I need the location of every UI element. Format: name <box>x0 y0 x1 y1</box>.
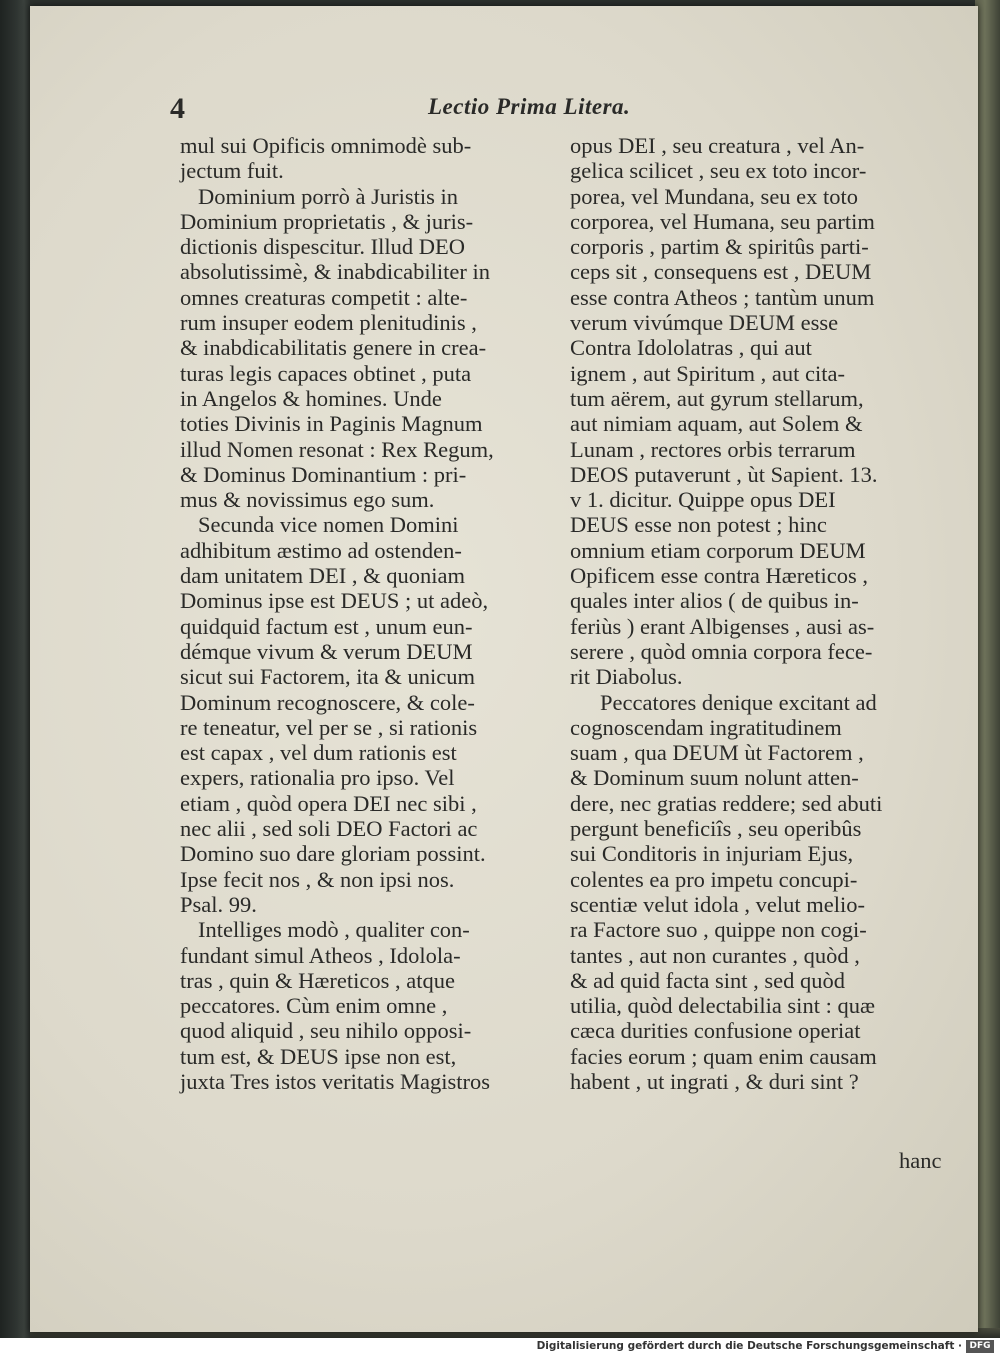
text-line: tras , quin & Hæreticos , atque <box>180 967 455 993</box>
right-column <box>570 133 950 1094</box>
text-line: utilia, quòd delectabilia sint : quæ <box>570 993 875 1019</box>
text-line: corporea, vel Humana, seu partim <box>570 208 875 234</box>
text-line: Secunda vice nomen Domini <box>198 512 459 538</box>
text-line: adhibitum æstimo ad ostenden- <box>180 537 462 563</box>
text-line: & Dominum suum nolunt atten- <box>570 765 859 791</box>
text-line: peccatores. Cùm enim omne , <box>180 993 448 1019</box>
text-line: corporis , partim & spiritûs parti- <box>570 234 869 260</box>
footer-credit: Digitalisierung gefördert durch die Deutsche Forschungsgemeinschaft · <box>536 1340 962 1352</box>
text-line: nec alii , sed soli DEO Factori ac <box>180 816 478 842</box>
text-line: gelica scilicet , seu ex toto incor- <box>570 158 867 184</box>
text-line: v 1. dicitur. Quippe opus DEI <box>570 487 836 513</box>
text-line: Intelliges modò , qualiter con- <box>198 917 470 943</box>
text-line: & ad quid facta sint , sed quòd <box>570 967 845 993</box>
text-line: feriùs ) erant Albigenses , ausi as- <box>570 613 875 639</box>
text-line: colentes ea pro impetu concupi- <box>570 866 858 892</box>
left-column <box>180 133 552 1094</box>
text-line: DEUS esse non potest ; hinc <box>570 512 827 538</box>
text-line: juxta Tres istos veritatis Magistros <box>180 1068 491 1094</box>
text-line: in Angelos & homines. Unde <box>180 385 442 411</box>
text-line: facies eorum ; quam enim causam <box>570 1043 877 1069</box>
text-line: Dominum recognoscere, & cole- <box>180 689 475 715</box>
text-line: Domino suo dare gloriam possint. <box>180 841 486 867</box>
text-line: tum aërem, aut gyrum stellarum, <box>570 385 864 411</box>
text-line: Ipse fecit nos , & non ipsi nos. <box>180 866 455 892</box>
text-line: porea, vel Mundana, seu ex toto <box>570 183 859 209</box>
text-line: quales inter alios ( de quibus in- <box>570 588 859 614</box>
text-line: aut nimiam aquam, aut Solem & <box>570 411 863 437</box>
text-line: cognoscendam ingratitudinem <box>570 714 842 740</box>
text-line: opus DEI , seu creatura , vel An- <box>570 133 865 158</box>
text-line: dictionis dispescitur. Illud DEO <box>180 234 465 260</box>
text-line: jectum fuit. <box>180 158 284 184</box>
text-line: & Dominus Dominantium : pri- <box>180 461 467 487</box>
text-line: dere, nec gratias reddere; sed abuti <box>570 790 883 816</box>
text-line: mul sui Opificis omnimodè sub- <box>180 133 472 158</box>
text-line: & inabdicabilitatis genere in crea- <box>180 335 487 361</box>
text-line: mus & novissimus ego sum. <box>180 487 435 513</box>
text-line: scentiæ velut idola , velut melio- <box>570 891 865 917</box>
text-line: turas legis capaces obtinet , puta <box>180 360 472 386</box>
text-line: omnes creaturas competit : alte- <box>180 284 468 310</box>
text-line: omnium etiam corporum DEUM <box>570 537 866 563</box>
text-line: toties Divinis in Paginis Magnum <box>180 411 483 437</box>
text-line: DEOS putaverunt , ùt Sapient. 13. <box>570 461 878 487</box>
text-line: pergunt beneficiîs , seu operibûs <box>570 816 862 842</box>
text-line: ignem , aut Spiritum , aut cita- <box>570 360 845 386</box>
text-line: sicut sui Factorem, ita & unicum <box>180 664 475 690</box>
text-line: fundant simul Atheos , Idolola- <box>180 942 461 968</box>
text-line: illud Nomen resonat : Rex Regum, <box>180 436 494 462</box>
text-line: Dominus ipse est DEUS ; ut adeò, <box>180 588 489 614</box>
text-line: suam , qua DEUM ùt Factorem , <box>570 740 864 766</box>
text-line: Peccatores denique excitant ad <box>600 689 877 715</box>
text-line: ceps sit , consequens est , DEUM <box>570 259 872 285</box>
text-line: tantes , aut non curantes , quòd , <box>570 942 860 968</box>
text-line: quidquid factum est , unum eun- <box>180 613 473 639</box>
dfg-logo: DFG <box>966 1340 994 1353</box>
text-line: tum est, & DEUS ipse non est, <box>180 1043 457 1069</box>
text-line: dam unitatem DEI , & quoniam <box>180 563 465 589</box>
text-line: rit Diabolus. <box>570 664 683 690</box>
book-edge <box>975 0 1000 1338</box>
text-line: sui Conditoris in injuriam Ejus, <box>570 841 854 867</box>
text-line: Psal. 99. <box>180 891 257 917</box>
text-line: Dominium proprietatis , & juris- <box>180 208 474 234</box>
text-line: expers, rationalia pro ipso. Vel <box>180 765 455 791</box>
catchword: hanc <box>899 1148 942 1173</box>
running-head: Lectio Prima Litera. <box>428 94 631 119</box>
text-line: Dominium porrò à Juristis in <box>198 183 458 209</box>
text-line: est capax , vel dum rationis est <box>180 740 457 766</box>
text-line: Opificem esse contra Hæreticos , <box>570 563 869 589</box>
text-line: ra Factore suo , quippe non cogi- <box>570 917 867 943</box>
text-line: esse contra Atheos ; tantùm unum <box>570 284 875 310</box>
text-line: démque vivum & verum DEUM <box>180 638 473 664</box>
text-line: rum insuper eodem plenitudinis , <box>180 310 477 336</box>
text-line: cæca durities confusione operiat <box>570 1018 861 1044</box>
text-line: verum vivúmque DEUM esse <box>570 310 839 336</box>
text-line: Lunam , rectores orbis terrarum <box>570 436 856 462</box>
text-line: habent , ut ingrati , & duri sint ? <box>570 1068 859 1094</box>
page-number: 4 <box>170 92 185 125</box>
text-line: serere , quòd omnia corpora fece- <box>570 638 873 664</box>
text-line: Contra Idololatras , qui aut <box>570 335 812 361</box>
text-line: absolutissimè, & inabdicabiliter in <box>180 259 490 285</box>
text-line: etiam , quòd opera DEI nec sibi , <box>180 790 477 816</box>
text-line: re teneatur, vel per se , si rationis <box>180 714 478 740</box>
text-line: quod aliquid , seu nihilo opposi- <box>180 1018 472 1044</box>
